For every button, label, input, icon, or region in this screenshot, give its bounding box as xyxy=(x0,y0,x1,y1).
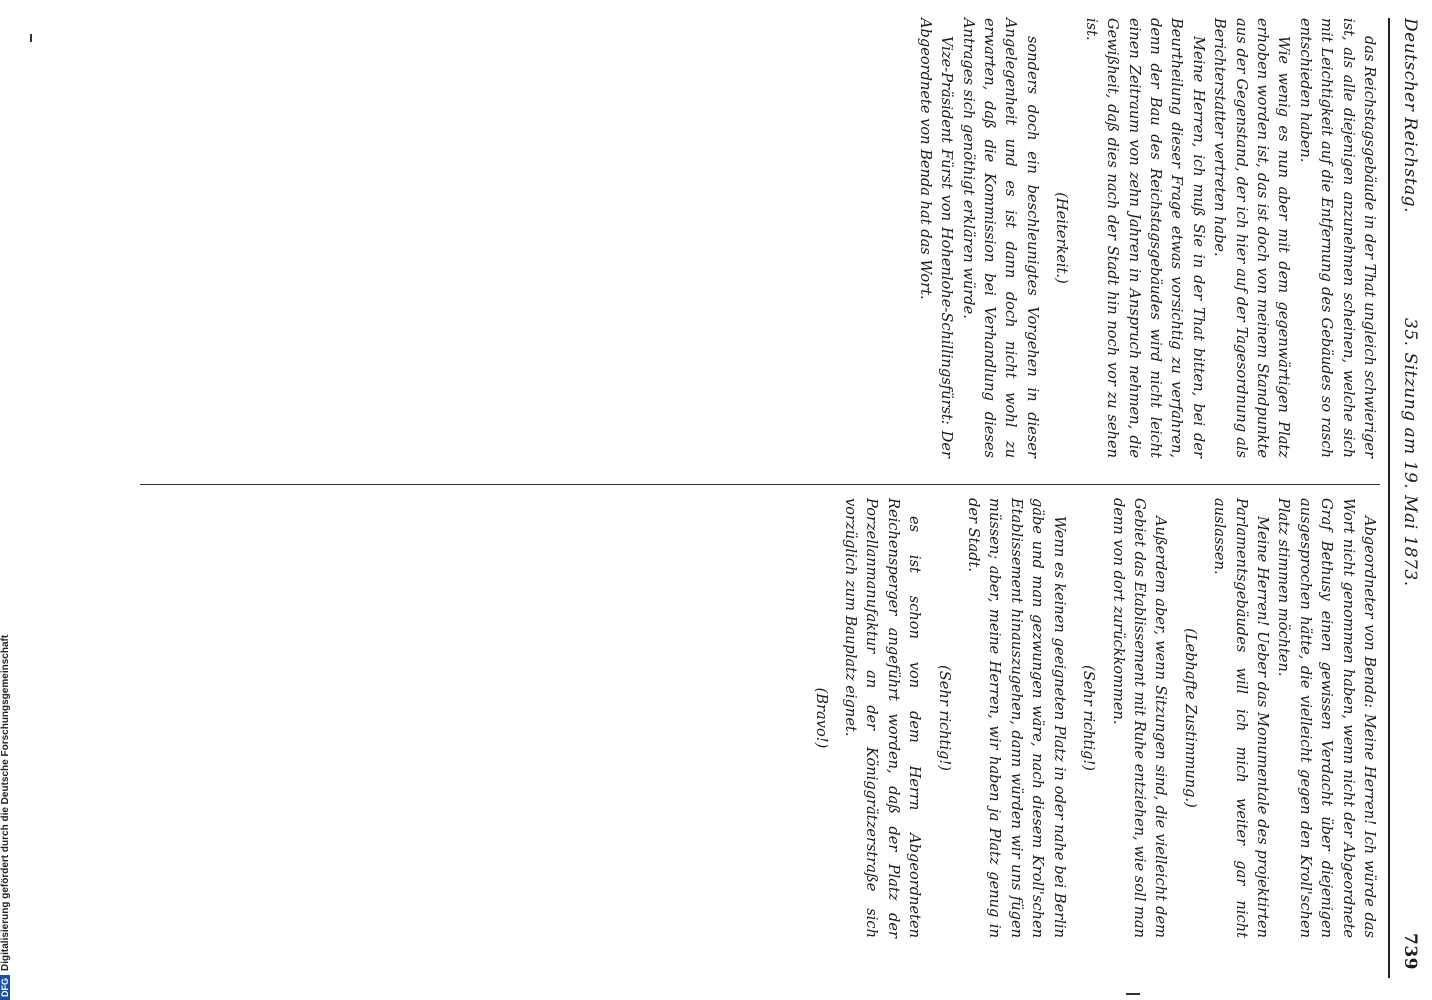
scan-margin xyxy=(0,0,16,1000)
page-header xyxy=(1396,18,1420,978)
paragraph: es ist schon von dem Herrn Abgeordneten Reichensperger angeführt worden, daß der Platz der Porzellanmanufaktur an der Königgrätzerstraße sich vorzüglich zum Bauplatz eignet. xyxy=(842,498,924,938)
interjection: (Bravo!) xyxy=(812,687,830,749)
right-column xyxy=(802,498,1380,938)
interjection: (Lebhafte Zustimmung.) xyxy=(1181,628,1199,808)
paragraph: Meine Herren! Ueber das Monumentale des projektirten Parlamentsgebäudes will ich mich weiter gar nicht auslassen. xyxy=(1211,498,1271,938)
page-number: 739 xyxy=(1400,933,1420,970)
dfg-logo: DFG xyxy=(0,975,10,1000)
paragraph: Wie wenig es nun aber mit dem gegenwärtigen Platz erhoben worden ist, das ist doch von meinem Standpunkte aus der Gegenstand, der ich hier auf der Tagesordnung als Berichterstatter vertreten habe. xyxy=(1211,18,1293,458)
header-publication: Deutscher Reichstag. xyxy=(1400,18,1420,213)
paragraph: sonders doch ein beschleunigtes Vorgehen in dieser Angelegenheit und es ist dann doch nicht wohl zu erwarten, daß die Kommission bei Verhandlung dieses Antrages sich genöthigt erklären würde. xyxy=(959,18,1041,458)
interjection: (Sehr richtig!) xyxy=(935,665,953,771)
dfg-credit-text: Digitalisierung gefördert durch die Deutsche Forschungsgemeinschaft xyxy=(0,634,11,971)
paragraph: Wenn es keinen geeigneten Platz in oder nahe bei Berlin gäbe und man gezwungen wäre, nach diesem Kroll'schen Etablissement hinauszugehen, dann würden wir uns fügen müssen; aber, meine Herren, wir haben ja Platz genug in der Stadt. xyxy=(965,498,1068,938)
header-rule xyxy=(1388,18,1390,978)
document-page xyxy=(120,18,1420,978)
scan-mark xyxy=(1126,993,1140,995)
left-column xyxy=(914,18,1380,458)
dfg-credit xyxy=(0,600,16,1000)
scan-mark xyxy=(30,34,32,42)
paragraph: Außerdem aber, wenn Sitzungen sind, die vielleicht dem Gebiet das Etablissement mit Ruhe entziehen, wie soll man denn von dort zurückkommen. xyxy=(1109,498,1170,938)
paragraph: das Reichstagsgebäude in der That ungleich schwieriger ist, als alle diejenigen anzunehmen scheinen, welche sich mit Leichtigkeit auf die Entfernung des Gebäudes so rasch entschieden haben. xyxy=(1296,18,1378,458)
speaker-line: Vize-Präsident Fürst von Hohenlohe-Schillingsfürst: Der Abgeordnete von Benda hat das Wort. xyxy=(916,18,956,458)
paragraph: Abgeordneter von Benda: Meine Herren! Ich würde das Wort nicht genommen haben, wenn nicht der Abgeordnete Graf Bethusy einen gewissen Verdacht über diejenigen ausgesprochen hätte, die vielleicht gegen den Kroll'schen Platz stimmen möchten. xyxy=(1275,498,1378,938)
paragraph: Meine Herren, ich muß Sie in der That bitten, bei der Beurtheilung dieser Frage etwas vorsichtig zu verfahren, denn der Bau des Reichstagsgebäudes wird nicht leicht einen Zeitraum von zehn Jahren in Anspruch nehmen, die Gewißheit, daß dies nach der Stadt hin noch vor zu sehen ist. xyxy=(1082,18,1207,458)
column-divider xyxy=(140,484,1380,485)
interjection: (Heiterkeit.) xyxy=(1053,192,1071,284)
interjection: (Sehr richtig!) xyxy=(1080,665,1098,771)
header-session: 35. Sitzung am 19. Mai 1873. xyxy=(1400,318,1420,587)
